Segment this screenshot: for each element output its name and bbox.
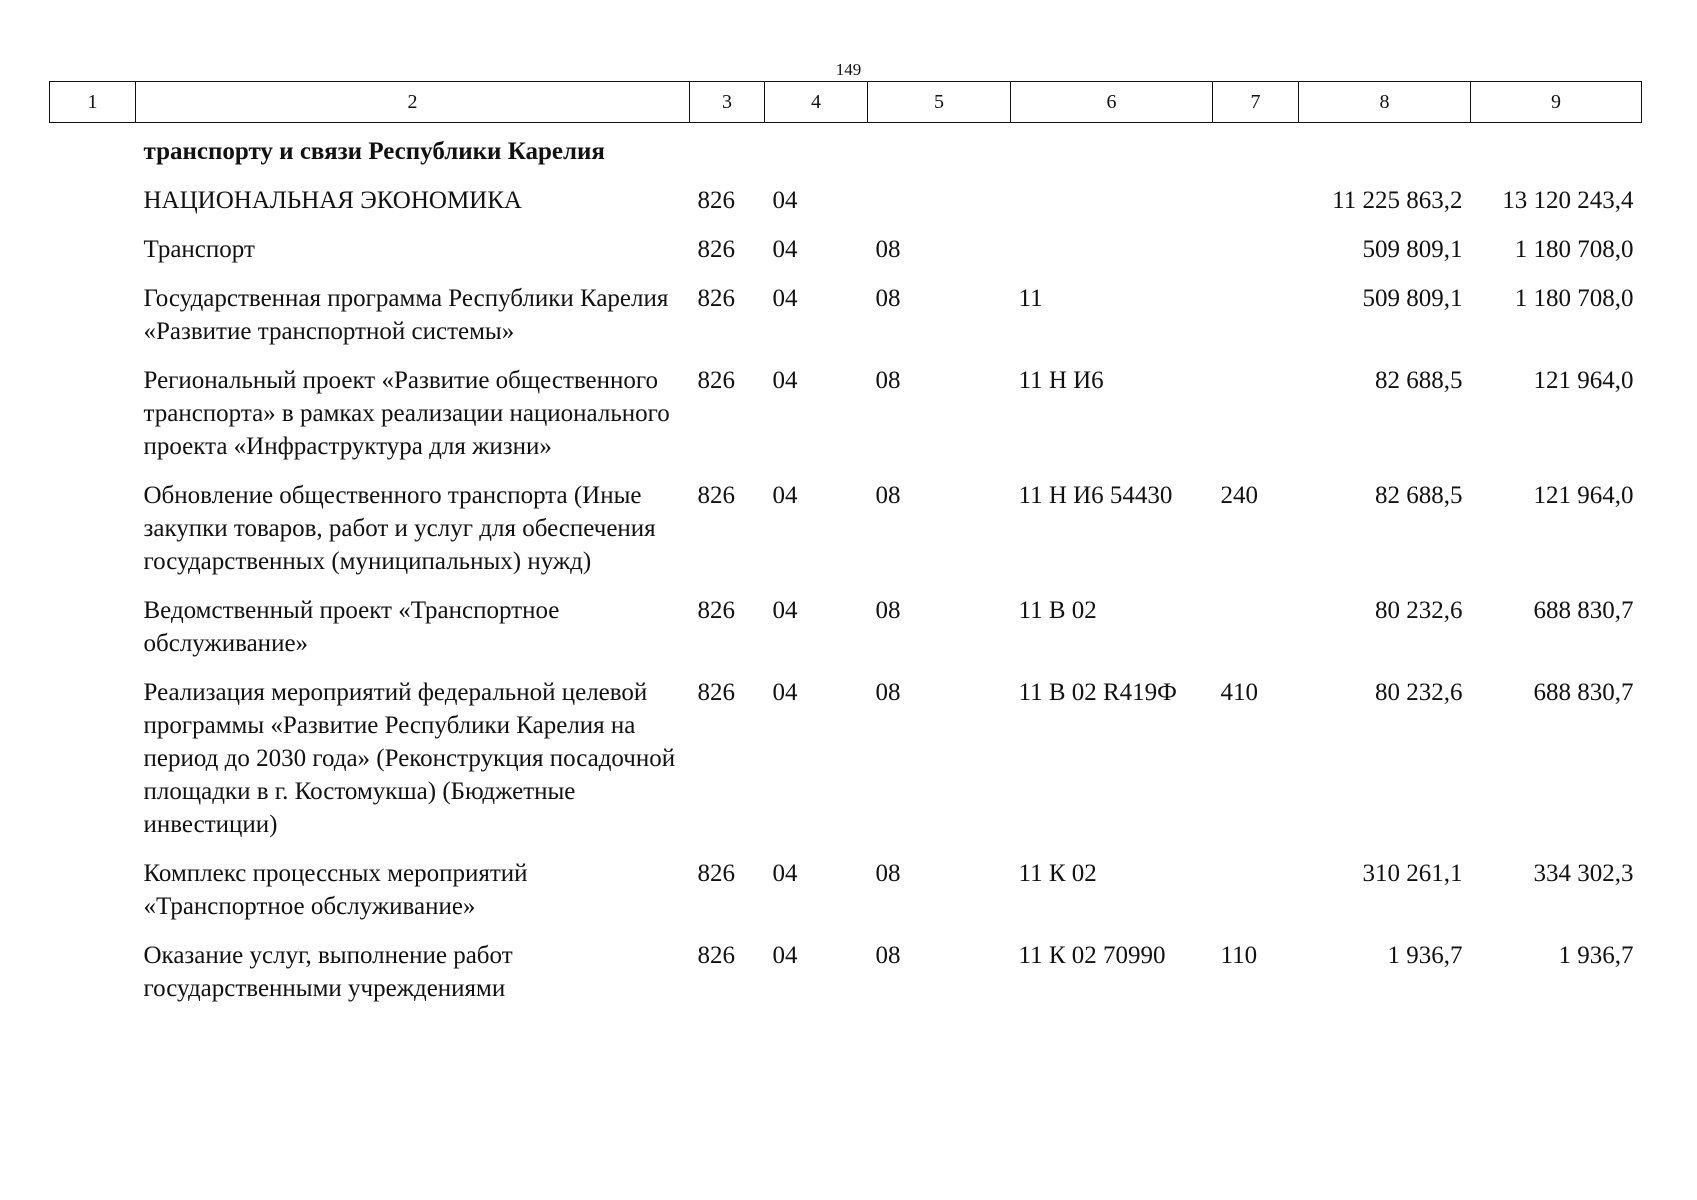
cell-col9: 121 964,0 bbox=[1533, 482, 1634, 509]
cell-name: Государственная программа Республики Карелия «Развитие транспортной системы» bbox=[143, 285, 669, 345]
table-header bbox=[50, 82, 1642, 123]
cell-name: Региональный проект «Развитие общественного транспорта» в рамках реализации национального проекта «Инфраструктура для жизни» bbox=[143, 367, 670, 460]
cell-col9 bbox=[1471, 123, 1642, 185]
cell-col5: 08 bbox=[875, 942, 901, 969]
cell-col3: 826 bbox=[697, 679, 735, 706]
cell-col4: 04 bbox=[772, 187, 798, 214]
cell-col3: 826 bbox=[697, 285, 735, 312]
cell-col1 bbox=[50, 857, 136, 939]
cell-col3: 826 bbox=[697, 367, 735, 394]
cell-col7: 240 bbox=[1220, 482, 1258, 509]
cell-col8: 310 261,1 bbox=[1362, 860, 1463, 887]
column-header-4: 4 bbox=[765, 82, 868, 123]
cell-col4: 04 bbox=[772, 860, 798, 887]
cell-col7 bbox=[1213, 184, 1299, 233]
cell-col9: 1 180 708,0 bbox=[1514, 236, 1634, 263]
cell-col5: 08 bbox=[875, 236, 901, 263]
cell-col5: 08 bbox=[875, 597, 901, 624]
cell-col6 bbox=[1011, 123, 1213, 185]
cell-col4: 04 bbox=[772, 942, 798, 969]
header-row bbox=[50, 82, 1642, 123]
cell-col7 bbox=[1213, 594, 1299, 676]
table-row bbox=[50, 233, 1642, 282]
cell-col5: 08 bbox=[875, 367, 901, 394]
cell-col7 bbox=[1213, 123, 1299, 185]
cell-col1 bbox=[50, 939, 136, 1021]
cell-col7: 410 bbox=[1220, 679, 1258, 706]
column-header-9: 9 bbox=[1471, 82, 1642, 123]
cell-col3: 826 bbox=[697, 187, 735, 214]
cell-col5 bbox=[868, 123, 1011, 185]
cell-col1 bbox=[50, 123, 136, 185]
cell-col7 bbox=[1213, 364, 1299, 479]
cell-col8: 509 809,1 bbox=[1362, 285, 1463, 312]
cell-col9: 121 964,0 bbox=[1533, 367, 1634, 394]
cell-col3: 826 bbox=[697, 482, 735, 509]
cell-col9: 688 830,7 bbox=[1533, 597, 1634, 624]
table-row bbox=[50, 594, 1642, 676]
cell-col3: 826 bbox=[697, 942, 735, 969]
cell-col8: 1 936,7 bbox=[1387, 942, 1463, 969]
cell-col6: 11 Н И6 bbox=[1018, 367, 1104, 394]
cell-col8: 11 225 863,2 bbox=[1332, 187, 1463, 214]
cell-col6: 11 К 02 70990 bbox=[1018, 942, 1166, 969]
cell-col8: 509 809,1 bbox=[1362, 236, 1463, 263]
cell-col3: 826 bbox=[697, 860, 735, 887]
cell-col7 bbox=[1213, 282, 1299, 364]
column-header-5: 5 bbox=[868, 82, 1011, 123]
cell-col8: 80 232,6 bbox=[1375, 597, 1463, 624]
cell-name: транспорту и связи Республики Карелия bbox=[143, 138, 605, 165]
cell-col1 bbox=[50, 594, 136, 676]
cell-col9: 688 830,7 bbox=[1533, 679, 1634, 706]
column-header-8: 8 bbox=[1299, 82, 1471, 123]
cell-col5: 08 bbox=[875, 679, 901, 706]
cell-col1 bbox=[50, 184, 136, 233]
cell-col1 bbox=[50, 676, 136, 857]
table-row bbox=[50, 282, 1642, 364]
cell-col7 bbox=[1213, 857, 1299, 939]
cell-col3 bbox=[690, 123, 765, 185]
cell-col6: 11 bbox=[1018, 285, 1043, 312]
cell-col4: 04 bbox=[772, 285, 798, 312]
cell-name: Оказание услуг, выполнение работ государственными учреждениями bbox=[143, 942, 513, 1002]
cell-col6: 11 К 02 bbox=[1018, 860, 1097, 887]
cell-col1 bbox=[50, 479, 136, 594]
cell-col4: 04 bbox=[772, 367, 798, 394]
cell-col1 bbox=[50, 233, 136, 282]
cell-col5 bbox=[868, 184, 1011, 233]
cell-name: Обновление общественного транспорта (Иные закупки товаров, работ и услуг для обеспечения государственных (муниципальных) нужд) bbox=[143, 482, 656, 575]
cell-col5: 08 bbox=[875, 482, 901, 509]
column-header-3: 3 bbox=[690, 82, 765, 123]
cell-col1 bbox=[50, 282, 136, 364]
cell-col9: 1 180 708,0 bbox=[1514, 285, 1634, 312]
table-row bbox=[50, 676, 1642, 857]
cell-col4: 04 bbox=[772, 597, 798, 624]
column-header-2: 2 bbox=[136, 82, 690, 123]
cell-name: Комплекс процессных мероприятий «Транспортное обслуживание» bbox=[143, 860, 528, 920]
table-body bbox=[50, 123, 1642, 1022]
cell-col3: 826 bbox=[697, 597, 735, 624]
cell-col8: 80 232,6 bbox=[1375, 679, 1463, 706]
column-header-6: 6 bbox=[1011, 82, 1213, 123]
cell-name: Ведомственный проект «Транспортное обслуживание» bbox=[143, 597, 560, 657]
cell-col5: 08 bbox=[875, 285, 901, 312]
cell-col8: 82 688,5 bbox=[1375, 367, 1463, 394]
table-row bbox=[50, 184, 1642, 233]
table-row bbox=[50, 479, 1642, 594]
cell-col9: 13 120 243,4 bbox=[1502, 187, 1634, 214]
cell-col4: 04 bbox=[772, 482, 798, 509]
page-number: 149 bbox=[835, 60, 862, 79]
cell-name: Транспорт bbox=[143, 236, 255, 263]
cell-col7: 110 bbox=[1220, 942, 1258, 969]
cell-col7 bbox=[1213, 233, 1299, 282]
column-header-7: 7 bbox=[1213, 82, 1299, 123]
cell-name: Реализация мероприятий федеральной целевой программы «Развитие Республики Карелия на период до 2030 года» (Реконструкция посадочной площадки в г. Костомукша) (Бюджетные инвестиции) bbox=[143, 679, 676, 838]
cell-col4: 04 bbox=[772, 679, 798, 706]
cell-col9: 334 302,3 bbox=[1533, 860, 1634, 887]
cell-col4: 04 bbox=[772, 236, 798, 263]
cell-col6 bbox=[1011, 233, 1213, 282]
cell-col6: 11 В 02 R419Ф bbox=[1018, 679, 1177, 706]
cell-col4 bbox=[765, 123, 868, 185]
cell-col6: 11 Н И6 54430 bbox=[1018, 482, 1173, 509]
table-row bbox=[50, 123, 1642, 185]
cell-col9: 1 936,7 bbox=[1558, 942, 1634, 969]
cell-col8: 82 688,5 bbox=[1375, 482, 1463, 509]
cell-col1 bbox=[50, 364, 136, 479]
cell-col6 bbox=[1011, 184, 1213, 233]
table-row bbox=[50, 939, 1642, 1021]
table-row bbox=[50, 364, 1642, 479]
budget-table bbox=[49, 81, 1642, 1021]
cell-col3: 826 bbox=[697, 236, 735, 263]
column-header-1: 1 bbox=[50, 82, 136, 123]
cell-col5: 08 bbox=[875, 860, 901, 887]
table-row bbox=[50, 857, 1642, 939]
cell-name: НАЦИОНАЛЬНАЯ ЭКОНОМИКА bbox=[143, 187, 522, 214]
cell-col6: 11 В 02 bbox=[1018, 597, 1097, 624]
cell-col8 bbox=[1299, 123, 1471, 185]
